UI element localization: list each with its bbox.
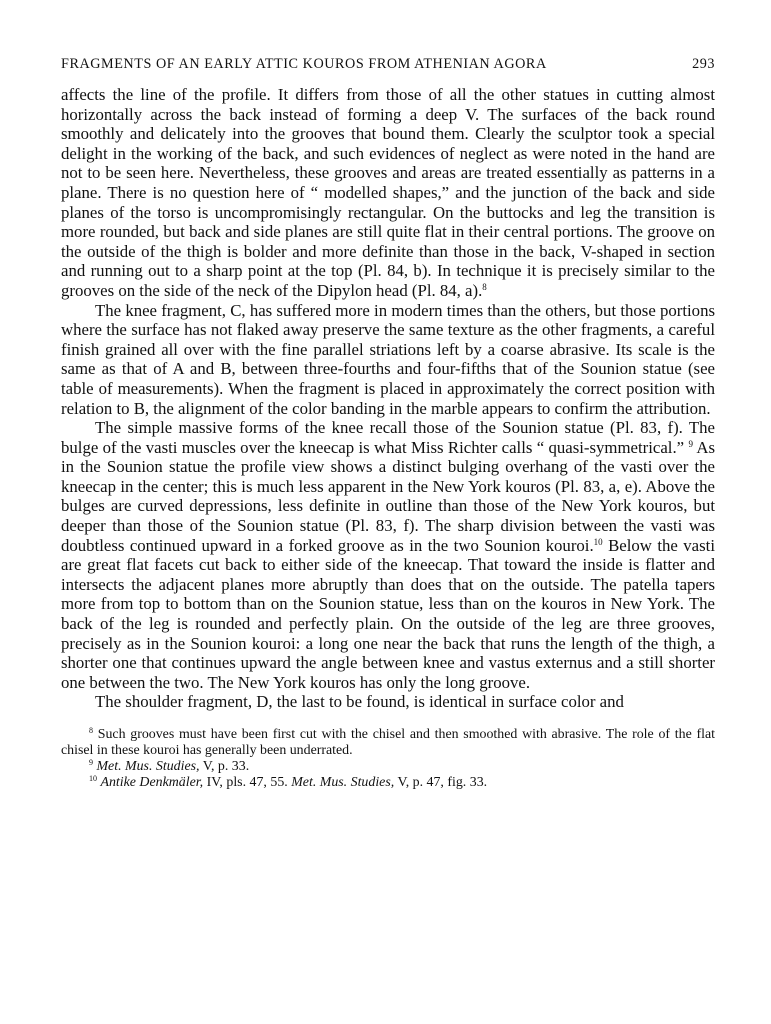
paragraph [61,418,715,692]
text-run: The knee fragment, C, has suffered more in modern times than the others, but those portions where the surface has not flaked away preserve the same texture as the other fragments, a careful finish grained all over with the fine parallel striations left by a coarse abrasive. Its scale is the same as that of A and B, between three-fourths and four-fifths that of the Sounion statue (see table of measurements). When the fragment is placed in approximately the correct position with relation to B, the alignment of the color banding in the marble appears to confirm the attribution. [61,300,715,418]
paragraph [61,85,715,301]
text-run: Below the vasti are great flat facets cut back to either side of the kneecap. That toward the inside is flatter and intersects the adjacent planes more abruptly than does that on the outside. The patella tapers more from top to bottom than on the Sounion statue, less than on the kouros in New York. The back of the leg is rounded and perfectly plain. On the outside of the leg are three grooves, precisely as in the Sounion kouroi: a long one near the back that runs the length of the thigh, a shorter one that continues upward the angle between knee and vastus externus and a still shorter one between the two. The New York kouros has only the long groove. [61,535,715,692]
footnote-ref: 9 [89,758,93,767]
footnote-ref: 9 [688,438,693,449]
text-run: The shoulder fragment, D, the last to be found, is identical in surface color and [95,692,624,712]
footnote [61,759,715,775]
footnote [61,775,715,791]
text-run: V, p. 47, fig. 33. [394,775,488,790]
paragraph [61,301,715,419]
document-page [61,56,715,791]
running-head-title: FRAGMENTS OF AN EARLY ATTIC KOUROS FROM ATHENIAN AGORA [61,56,547,72]
footnote-ref: 10 [89,774,97,783]
body-text [61,85,715,712]
text-run: V, p. 33. [199,759,250,774]
text-run: IV, pls. 47, 55. [203,775,292,790]
italic-title: Met. Mus. Studies, [291,775,395,790]
footnotes [61,727,715,791]
italic-title: Antike Denkmäler, [100,775,204,790]
text-run: Such grooves must have been first cut with the chisel and then smoothed with abrasive. The role of the flat chisel in these kouroi has generally been underrated. [61,727,715,758]
page-number: 293 [692,56,715,72]
footnote [61,727,715,759]
text-run: The simple massive forms of the knee recall those of the Sounion statue (Pl. 83, f). The bulge of the vasti muscles over the kneecap is what Miss Richter calls “ quasi-symmetrical.” [61,418,715,457]
text-run: affects the line of the profile. It differs from those of all the other statues in cutting almost horizontally across the back instead of forming a deep V. The surfaces of the back round smoothly and delicately into the grooves that bound them. Clearly the sculptor took a special delight in the working of the back, and such evidences of neglect as were noted in the hand are not to be seen here. Nevertheless, these grooves and areas are treated essentially as patterns in a plane. There is no question here of “ modelled shapes,” and the junction of the back and side planes of the torso is uncompromisingly rectangular. On the buttocks and leg the transition is more rounded, but back and side planes are still quite flat in their central portions. The groove on the outside of the thigh is bolder and more definite than those in the back, V-shaped in section and running out to a sharp point at the top (Pl. 84, b). In technique it is precisely similar to the grooves on the side of the neck of the Dipylon head (Pl. 84, a). [61,85,715,300]
italic-title: Met. Mus. Studies, [96,759,200,774]
running-head [61,56,715,73]
footnote-ref: 8 [482,281,487,292]
footnote-ref: 10 [593,536,603,547]
paragraph [61,692,715,712]
footnote-ref: 8 [89,726,93,735]
text-run: As in the Sounion statue the profile view shows a distinct bulging overhang of the vasti over the kneecap in the center; this is much less apparent in the New York kouros (Pl. 83, a, e). Above the bulges are curved depressions, less definite in outline than those of the New York kouros, but deeper than those of the Sounion statue (Pl. 83, f). The sharp division between the vasti was doubtless continued upward in a forked groove as in the two Sounion kouroi. [61,437,716,555]
